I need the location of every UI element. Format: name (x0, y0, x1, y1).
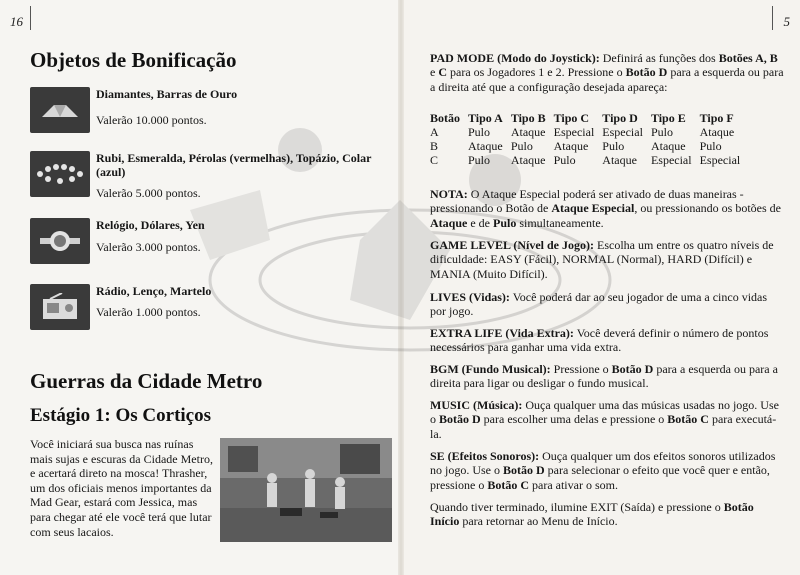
table-cell: Pulo (650, 125, 673, 139)
music-text: para executá-la. (430, 412, 777, 441)
music-bold: Botão C (667, 412, 709, 427)
pad-mode-buttons: Botões A, B (718, 51, 778, 65)
sound-effects-text: para ativar o som. (529, 477, 618, 492)
watch-icon (30, 218, 90, 264)
column-header: Botão (430, 111, 460, 125)
table-cell: Pulo (510, 139, 533, 153)
note-text: e de (467, 215, 493, 230)
music-label: MUSIC (Música): (430, 398, 523, 412)
column-header: Tipo E (650, 111, 686, 125)
table-cell: Ataque (602, 153, 637, 167)
table-cell: Pulo (553, 153, 576, 167)
exit-bold: Botão Início (430, 500, 754, 529)
bgm-text: Pressione o (550, 362, 612, 376)
column-header: Tipo A (468, 111, 503, 125)
sound-effects-text: para selecionar o efeito que você quer e então, pressione o (430, 463, 770, 492)
note-bold: Ataque Especial (551, 201, 635, 216)
music-text: Ouça qualquer uma das músicas usadas no jogo. Use o (430, 398, 779, 427)
bonus-item-name: Diamantes, Barras de Ouro (96, 87, 238, 101)
page-number-right: 5 (783, 14, 790, 29)
column-header: Tipo D (602, 111, 638, 125)
sound-effects-label: SE (Efeitos Sonoros): (430, 449, 540, 463)
bonus-item (30, 151, 390, 211)
table-cell: Ataque (699, 125, 735, 139)
lives-label: LIVES (Vidas): (430, 290, 510, 304)
table-cell: Ataque (553, 139, 589, 153)
exit-paragraph (430, 500, 786, 529)
music-bold: Botão D (439, 412, 481, 427)
table-cell: Ataque (468, 139, 503, 153)
table-cell: Especial (553, 125, 595, 139)
table-row (428, 125, 746, 139)
stage-1-title: Estágio 1: Os Cortiços (30, 405, 212, 426)
extra-life-paragraph (430, 326, 786, 355)
radio-icon (30, 284, 90, 330)
table-cell: Especial (699, 153, 741, 167)
exit-text: Quando tiver terminado, ilumine EXIT (Saída) e pressione o (430, 500, 724, 514)
page-gutter (398, 0, 404, 575)
pad-mode-text: e (430, 65, 439, 80)
button-mode-table (428, 111, 746, 167)
table-header-row (428, 111, 746, 125)
note-paragraph (430, 187, 786, 230)
bonus-item (30, 218, 390, 278)
note-bold: Pulo (493, 215, 517, 230)
table-cell: Ataque (650, 139, 686, 153)
pad-mode-text: para a esquerda ou para a direita até que a configuração desejada apareça: (430, 65, 784, 94)
note-text: simultaneamente. (516, 215, 604, 230)
pad-mode-paragraph (430, 51, 786, 94)
table-cell: C (430, 153, 439, 167)
table-cell: Ataque (510, 125, 546, 139)
table-cell: Pulo (468, 125, 491, 139)
game-level-paragraph (430, 238, 786, 281)
stage-1-description: Você iniciará sua busca nas ruínas mais sujas e escuras da Cidade Metro, e acertará direto na mosca! Thrasher, um dos oficiais menos importantes da Mad Gear, estará com Jessica, mas para chegar até ele você terá que lutar com seus lacaios. (30, 437, 213, 539)
table-cell: Ataque (510, 153, 546, 167)
pad-mode-text: para os Jogadores 1 e 2. Pressione o (447, 65, 626, 80)
pad-mode-text: Definirá as funções dos (599, 51, 719, 65)
column-header: Tipo C (553, 111, 590, 125)
sound-effects-bold: Botão C (487, 477, 529, 492)
table-row (428, 139, 746, 153)
pad-mode-button-c: C (438, 65, 447, 80)
column-header: Tipo F (699, 111, 734, 125)
bonus-item (30, 87, 390, 147)
game-level-text: Escolha um entre os quatro níveis de dificuldade: EASY (Fácil), NORMAL (Normal), HARD (Difícil) e MANIA (Muito Difícil). (430, 238, 774, 281)
bonus-item-name: Relógio, Dólares, Yen (96, 218, 205, 232)
table-cell: A (430, 125, 439, 139)
bonus-item-value: Valerão 1.000 pontos. (96, 305, 201, 319)
lives-paragraph (430, 290, 786, 319)
page-number-left: 16 (10, 14, 23, 29)
page-corner-rule (30, 6, 31, 30)
table-cell: Especial (602, 125, 643, 139)
bonus-item-name: Rubi, Esmeralda, Pérolas (vermelhas), Topázio, Colar (azul) (96, 151, 372, 179)
bonus-section-title: Objetos de Bonificação (30, 48, 237, 72)
diamond-icon (30, 87, 90, 133)
note-bold: Ataque (430, 215, 468, 230)
table-row (428, 153, 746, 167)
bgm-label: BGM (Fundo Musical): (430, 362, 551, 376)
table-cell: Especial (650, 153, 692, 167)
bgm-text: para a esquerda ou para a direita para ligar ou desligar o fundo musical. (430, 362, 778, 391)
note-label: NOTA: (430, 187, 468, 201)
stage-1-screenshot (220, 438, 392, 542)
bonus-item-value: Valerão 3.000 pontos. (96, 240, 201, 254)
lives-text: Você poderá dar ao seu jogador de uma a cinco vidas por jogo. (430, 290, 768, 319)
music-text: para escolher uma delas e pressione o (480, 412, 668, 427)
sound-effects-text: Ouça qualquer um dos efeitos sonoros utilizados no jogo. Use o (430, 449, 776, 478)
bgm-paragraph (430, 362, 786, 391)
table-cell: Pulo (468, 153, 491, 167)
bonus-item (30, 284, 390, 344)
column-header: Tipo B (510, 111, 546, 125)
game-level-label: GAME LEVEL (Nível de Jogo): (430, 238, 594, 252)
pad-mode-label: PAD MODE (Modo do Joystick): (430, 51, 600, 65)
note-text: O Ataque Especial poderá ser ativado de duas maneiras - pressionando o Botão de (430, 187, 744, 216)
necklace-icon (30, 151, 90, 197)
bonus-item-name: Rádio, Lenço, Martelo (96, 284, 212, 298)
sound-effects-paragraph (430, 449, 786, 492)
pad-mode-button-d: Botão D (625, 65, 668, 80)
table-cell: B (430, 139, 439, 153)
extra-life-label: EXTRA LIFE (Vida Extra): (430, 326, 574, 340)
bonus-item-value: Valerão 5.000 pontos. (96, 186, 201, 200)
bonus-item-value: Valerão 10.000 pontos. (96, 113, 207, 127)
metro-city-wars-title: Guerras da Cidade Metro (30, 369, 263, 393)
music-paragraph (430, 398, 786, 441)
extra-life-text: Você deverá definir o número de pontos necessários para ganhar uma vida extra. (430, 326, 769, 355)
table-cell: Pulo (699, 139, 722, 153)
sound-effects-bold: Botão D (503, 463, 545, 478)
exit-text: para retornar ao Menu de Início. (459, 514, 618, 529)
note-text: , ou pressionando os botões de (634, 201, 781, 216)
page-corner-rule (772, 6, 773, 30)
bgm-bold: Botão D (611, 362, 654, 376)
table-cell: Pulo (602, 139, 625, 153)
